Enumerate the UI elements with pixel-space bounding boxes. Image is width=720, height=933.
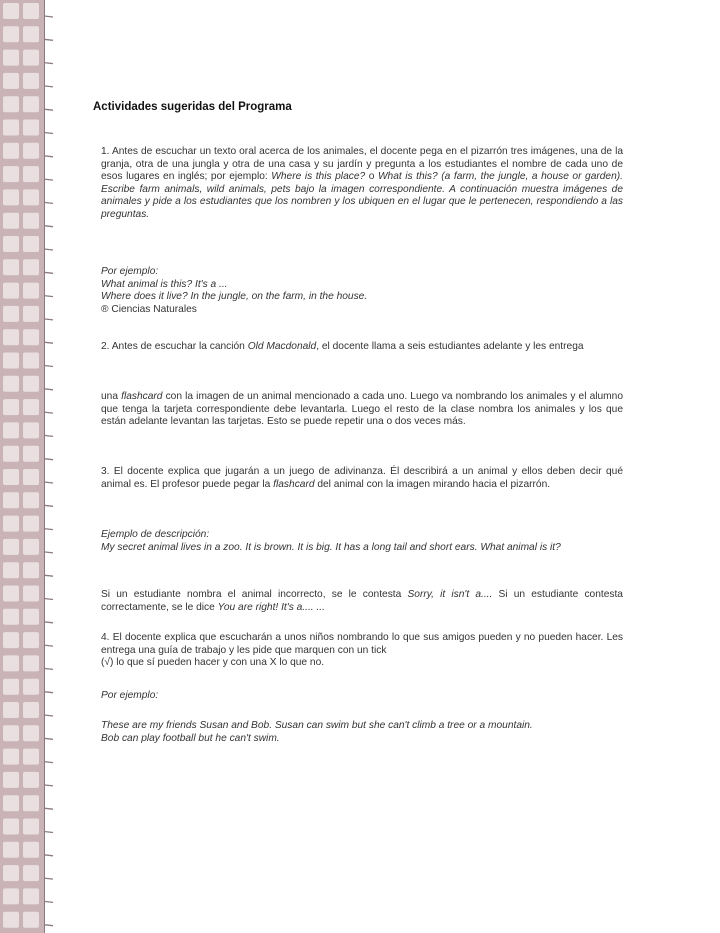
example-2-label: Ejemplo de descripción: — [101, 529, 210, 540]
activity-1-text: 1. Antes de escuchar un texto oral acerca de los animales, el docente pega en el pizarrón tres imágenes, una de la granja, otra de una jungla y otra de una casa y su jardín y pregunta a los estudiantes el nombre de cada uno de esos lugares en inglés; por ejemplo: — [101, 146, 623, 183]
example-1-line-2: Where does it live? In the jungle, on the farm, in the house. — [101, 291, 368, 303]
activity-1-question-b: What is this? — [377, 171, 438, 183]
correction-right: You are right! It's a.... ... — [217, 601, 325, 613]
example-2 — [101, 529, 623, 554]
activity-1-question-a: Where is this place? — [271, 171, 366, 183]
activity-2-text-b: , el docente llama a seis estudiantes adelante y les entrega — [316, 341, 584, 352]
correction-text-a: Si un estudiante nombra el animal incorrecto, se le contesta — [101, 589, 408, 600]
activity-3-text-a: 3. El docente explica que jugarán a un juego de adivinanza. Él describirá a un animal y ellos deben decir qué animal es. El profesor puede pegar la — [101, 466, 623, 490]
example-2-text: My secret animal lives in a zoo. It is brown. It is big. It has a long tail and short ears. What animal is it? — [101, 541, 561, 553]
example-1 — [101, 266, 623, 316]
activity-1-continuation: (a farm, the jungle, a house or garden). Escribe farm animals, wild animals, pets bajo la imagen correspondiente. A continuación muestra imágenes de animales y pide a los estudiantes que los nombren y los ubiquen en el lugar que le pertenecen, respondiendo a las preguntas. — [101, 171, 623, 220]
example-1-label: Por ejemplo: — [101, 266, 159, 277]
activity-2-text-a: 2. Antes de escuchar la canción — [101, 341, 248, 352]
example-3-text: These are my friends Susan and Bob. Susan can swim but she can't climb a tree or a mountain. — [101, 720, 533, 731]
page-title: Actividades sugeridas del Programa — [93, 101, 292, 113]
activity-4-text-b: (√) lo que sí pueden hacer y con una X lo que no. — [101, 657, 325, 669]
activity-3 — [101, 466, 623, 491]
example-3-text-2: Bob can play football but he can't swim. — [101, 732, 280, 744]
flashcard-term: flashcard — [273, 478, 315, 490]
song-title: Old Macdonald — [247, 341, 317, 352]
example-1-line-1: What animal is this? It's a ... — [101, 278, 228, 290]
activity-4 — [101, 632, 623, 670]
example-1-line-3: ® Ciencias Naturales — [101, 303, 197, 315]
activity-1-or: o — [365, 171, 378, 183]
activity-2-continued — [101, 391, 623, 429]
activity-1 — [101, 146, 623, 222]
correction-text-b: Si un estudiante contesta correctamente, se le dice — [101, 589, 623, 613]
correction-sorry: Sorry, it isn't a.... — [407, 589, 493, 600]
spiral-binding — [0, 0, 56, 933]
activity-3-text-b: del animal con la imagen mirando hacia el pizarrón. — [314, 478, 551, 490]
activity-2 — [101, 341, 623, 354]
example-3 — [101, 720, 623, 745]
activity-2-text-c: una — [101, 391, 122, 402]
activity-2-text-d: con la imagen de un animal mencionado a cada uno. Luego va nombrando los animales y el alumno que tenga la tarjeta correspondiente debe levantarla. Luego el resto de la clase nombra los animales y los que están adelante levantan las tarjetas. Esto se puede repetir una o dos veces más. — [101, 391, 623, 428]
example-3-label: Por ejemplo: — [101, 690, 159, 701]
correction-paragraph — [101, 589, 623, 614]
flashcard-term: flashcard — [121, 391, 163, 402]
activity-4-text-a: 4. El docente explica que escucharán a unos niños nombrando lo que sus amigos pueden y no pueden hacer. Les entrega una guía de trabajo y les pide que marquen con un tick — [101, 632, 623, 656]
